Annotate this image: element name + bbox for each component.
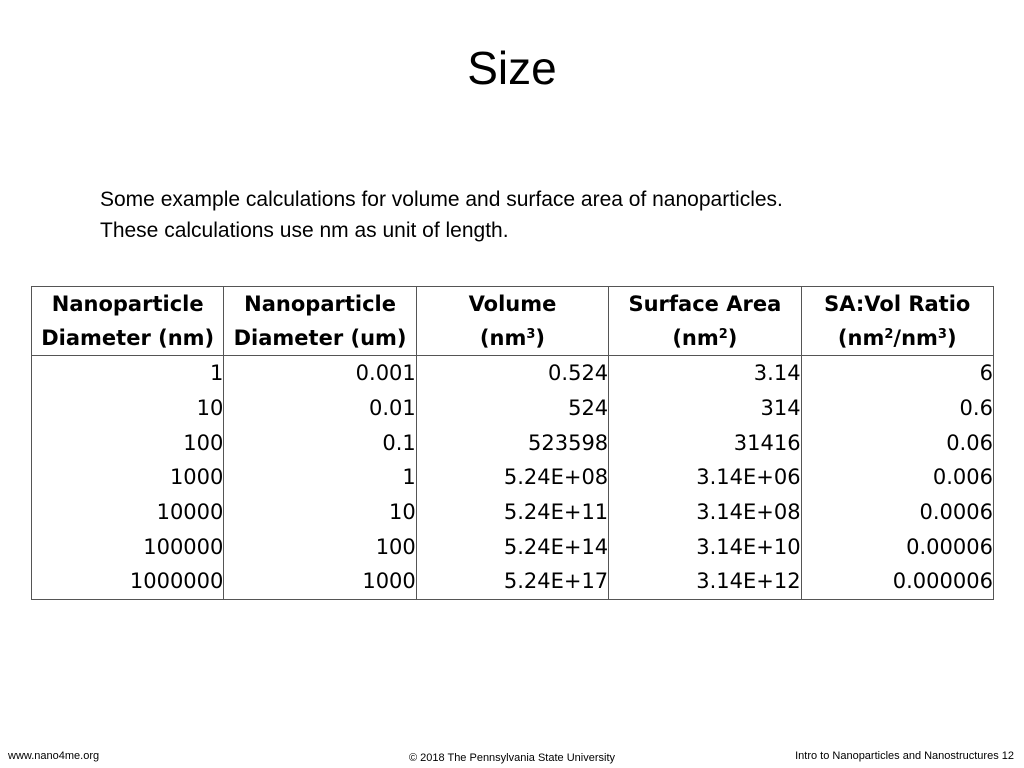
header-line1: Nanoparticle: [51, 292, 204, 316]
table-row: [32, 564, 994, 599]
table-row: [32, 391, 994, 426]
header-line2-close: ): [535, 326, 546, 350]
header-line2-close: ): [946, 326, 957, 350]
header-line2-mid: /nm: [893, 326, 938, 350]
cell-surface-area: 3.14E+08: [609, 495, 801, 530]
cell-sa-vol-ratio: 0.0006: [801, 495, 993, 530]
cell-diameter-nm: 10: [32, 391, 224, 426]
cell-diameter-nm: 1000: [32, 460, 224, 495]
slide-title: Size: [467, 42, 557, 94]
cell-sa-vol-ratio: 0.6: [801, 391, 993, 426]
table-header-row: [32, 287, 994, 356]
header-superscript: 2: [718, 327, 728, 342]
cell-diameter-um: 100: [224, 529, 416, 564]
cell-diameter-um: 1000: [224, 564, 416, 599]
cell-sa-vol-ratio: 0.006: [801, 460, 993, 495]
header-volume: [416, 287, 608, 356]
header-line2-close: ): [727, 326, 738, 350]
table-row: [32, 460, 994, 495]
cell-diameter-um: 0.1: [224, 425, 416, 460]
cell-surface-area: 314: [609, 391, 801, 426]
cell-surface-area: 31416: [609, 425, 801, 460]
header-superscript-2: 3: [937, 327, 947, 342]
cell-diameter-nm: 10000: [32, 495, 224, 530]
cell-volume: 5.24E+11: [416, 495, 608, 530]
intro-text: [100, 184, 980, 246]
header-line2-base: (nm: [672, 326, 719, 350]
cell-volume: 0.524: [416, 356, 608, 391]
header-diameter-um: [224, 287, 416, 356]
cell-diameter-nm: 100000: [32, 529, 224, 564]
header-line1: Surface Area: [628, 292, 782, 316]
footer-website: www.nano4me.org: [8, 750, 100, 762]
cell-volume: 523598: [416, 425, 608, 460]
header-line2: Diameter (um): [233, 326, 407, 350]
cell-sa-vol-ratio: 6: [801, 356, 993, 391]
cell-surface-area: 3.14: [609, 356, 801, 391]
cell-diameter-nm: 1000000: [32, 564, 224, 599]
table-row: [32, 529, 994, 564]
cell-sa-vol-ratio: 0.06: [801, 425, 993, 460]
header-surface-area: [609, 287, 801, 356]
cell-diameter-nm: 100: [32, 425, 224, 460]
cell-surface-area: 3.14E+12: [609, 564, 801, 599]
header-sa-vol-ratio: [801, 287, 993, 356]
table-row: [32, 425, 994, 460]
cell-volume: 5.24E+14: [416, 529, 608, 564]
header-line1: SA:Vol Ratio: [824, 292, 971, 316]
header-line1: Volume: [468, 292, 557, 316]
cell-surface-area: 3.14E+06: [609, 460, 801, 495]
cell-diameter-um: 10: [224, 495, 416, 530]
cell-diameter-um: 1: [224, 460, 416, 495]
header-line2: Diameter (nm): [41, 326, 215, 350]
cell-sa-vol-ratio: 0.000006: [801, 564, 993, 599]
cell-volume: 5.24E+08: [416, 460, 608, 495]
cell-diameter-um: 0.001: [224, 356, 416, 391]
cell-volume: 5.24E+17: [416, 564, 608, 599]
table-row: [32, 356, 994, 391]
footer-course-page: Intro to Nanoparticles and Nanostructures 12: [795, 750, 1014, 762]
header-superscript: 3: [526, 327, 536, 342]
cell-surface-area: 3.14E+10: [609, 529, 801, 564]
nanoparticle-size-table: [31, 286, 994, 600]
header-diameter-nm: [32, 287, 224, 356]
header-line1: Nanoparticle: [244, 292, 396, 316]
intro-line-2: These calculations use nm as unit of length.: [100, 219, 509, 242]
cell-diameter-nm: 1: [32, 356, 224, 391]
header-superscript: 2: [884, 327, 894, 342]
footer-copyright: © 2018 The Pennsylvania State University: [408, 752, 615, 764]
intro-line-1: Some example calculations for volume and surface area of nanoparticles.: [100, 188, 783, 211]
header-line2-base: (nm: [837, 326, 885, 350]
table-row: [32, 495, 994, 530]
header-line2-base: (nm: [479, 326, 527, 350]
cell-sa-vol-ratio: 0.00006: [801, 529, 993, 564]
cell-diameter-um: 0.01: [224, 391, 416, 426]
cell-volume: 524: [416, 391, 608, 426]
